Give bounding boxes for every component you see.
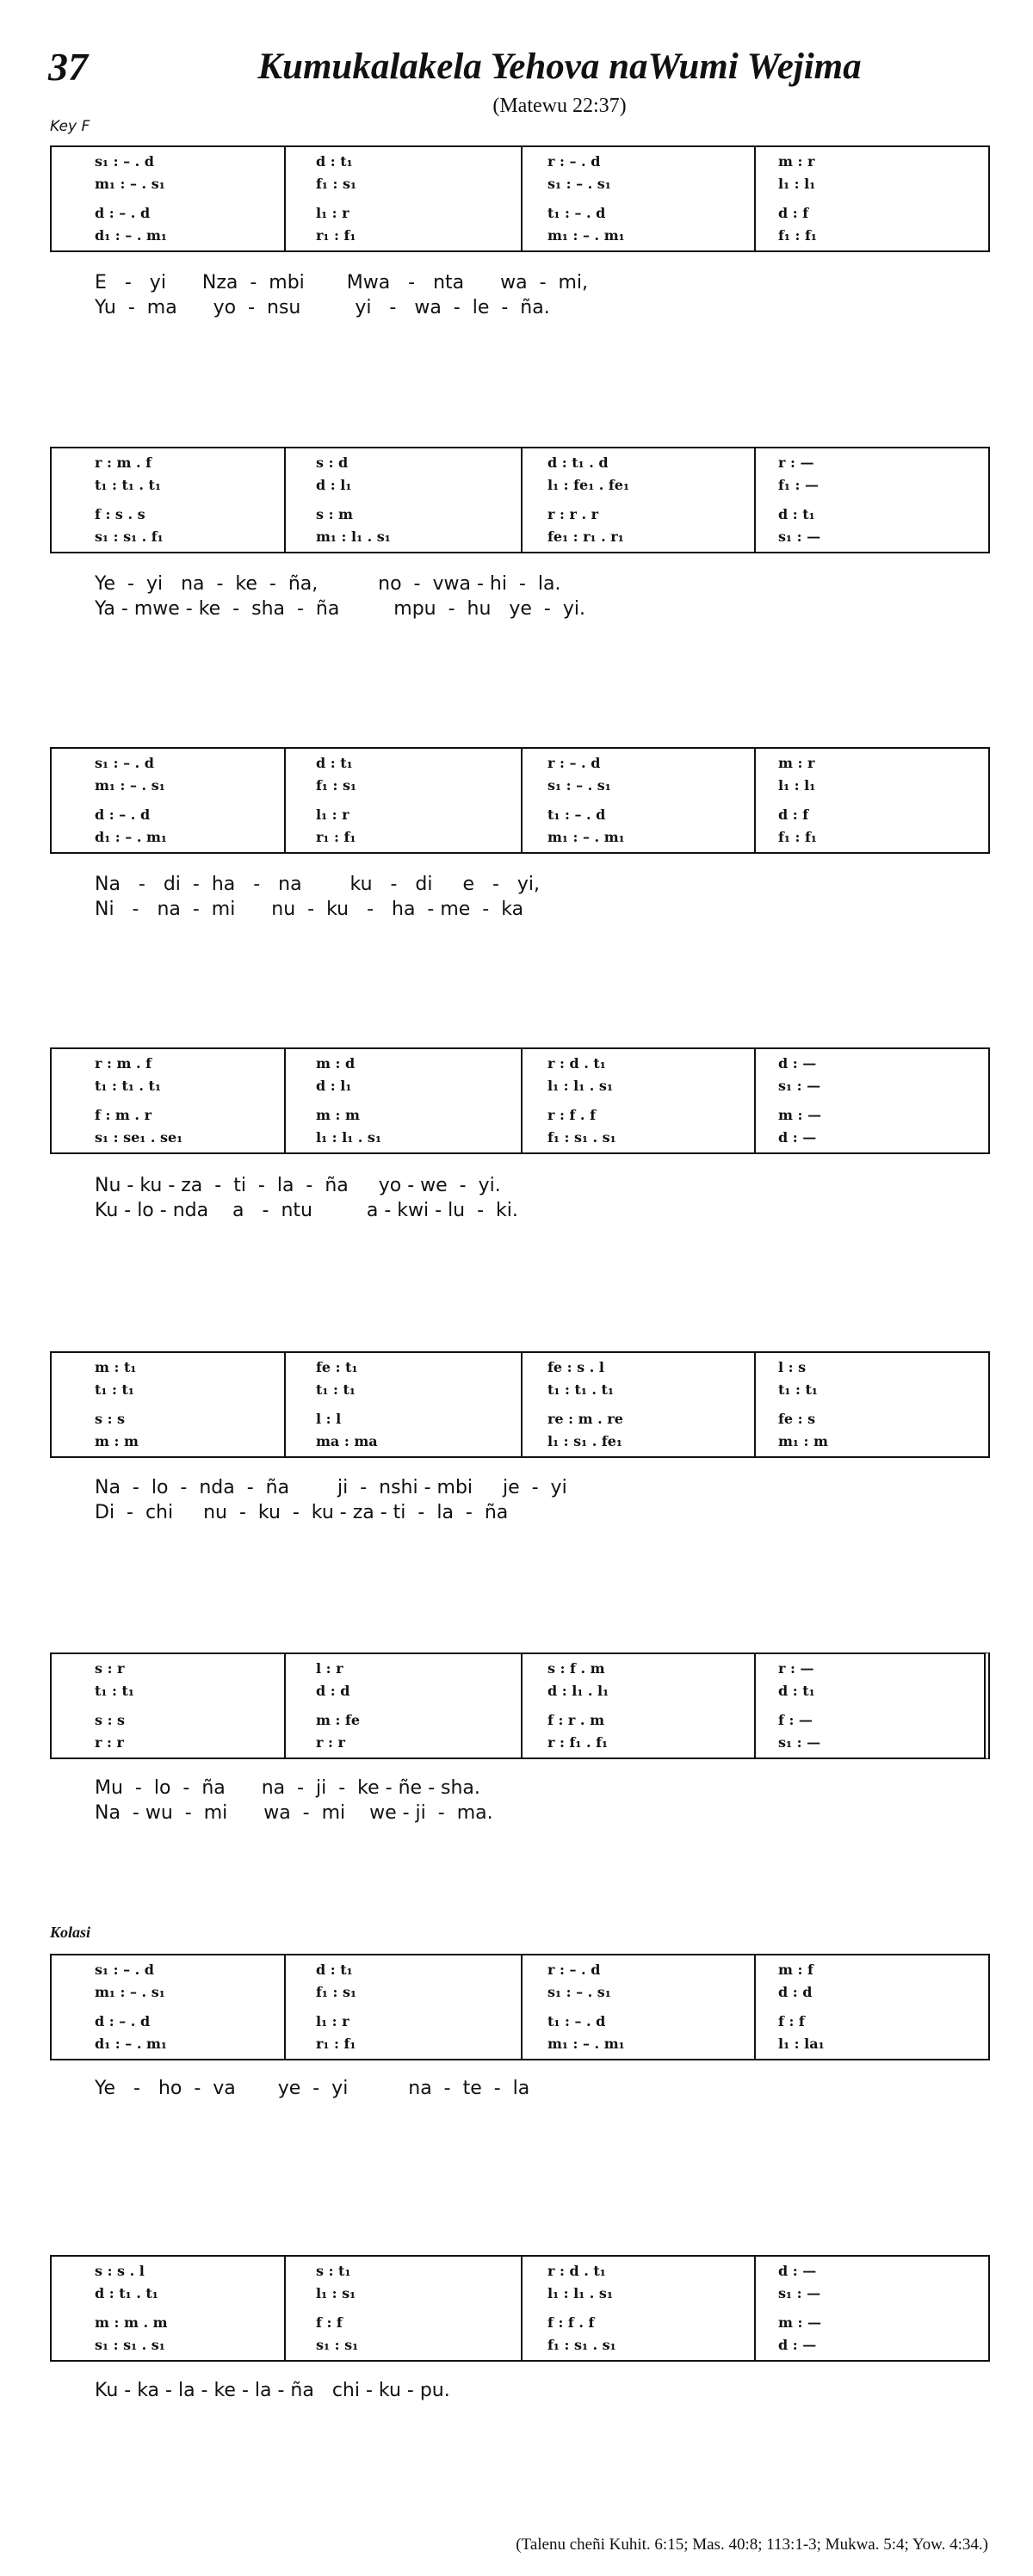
- chorus-label: Kolasi: [50, 1924, 91, 1941]
- solfa-cell: r : —: [778, 1660, 814, 1677]
- voice-row: [52, 2260, 988, 2283]
- voice-row: [52, 1127, 988, 1149]
- solfa-cell: s : f . m: [547, 1660, 605, 1677]
- solfa-cell: m₁ : l₁ . s₁: [316, 528, 391, 545]
- solfa-cell: m₁ : – . m₁: [547, 2035, 625, 2052]
- lyric-line: Di - chi nu - ku - ku - za - ti - la - ña: [95, 1502, 509, 1523]
- voice-row: [52, 2011, 988, 2033]
- lyric-line: Na - di - ha - na ku - di e - yi,: [95, 874, 541, 895]
- solfa-cell: s : d: [316, 454, 349, 471]
- solfa-cell: d : f: [778, 806, 809, 823]
- solfa-cell: t₁ : t₁: [316, 1381, 356, 1398]
- song-title: Kumukalakela Yehova naWumi Wejima: [257, 46, 862, 87]
- music-system: [50, 747, 990, 854]
- lyric-line: Ye - yi na - ke - ña, no - vwa - hi - la.: [95, 573, 561, 595]
- voice-row: [52, 1356, 988, 1379]
- voice-row: [52, 2033, 988, 2055]
- solfa-cell: d : l₁: [316, 477, 352, 493]
- solfa-cell: f : m . r: [95, 1107, 152, 1123]
- solfa-cell: f₁ : s₁ . s₁: [547, 1129, 616, 1146]
- solfa-cell: s₁ : —: [778, 1734, 821, 1751]
- voice-row: [52, 202, 988, 225]
- solfa-cell: f₁ : s₁: [316, 1984, 356, 2000]
- solfa-cell: m₁ : – . s₁: [95, 1984, 165, 2000]
- voice-row: [52, 1959, 988, 1981]
- voice-row: [52, 1053, 988, 1075]
- solfa-cell: r : – . d: [547, 755, 601, 771]
- solfa-cell: ma : ma: [316, 1433, 378, 1449]
- solfa-cell: d : – . d: [95, 205, 151, 221]
- solfa-cell: m : r: [778, 153, 815, 170]
- solfa-cell: d : d: [316, 1683, 350, 1699]
- solfa-cell: l₁ : la₁: [778, 2035, 825, 2052]
- solfa-cell: f₁ : s₁ . s₁: [547, 2337, 616, 2353]
- solfa-cell: s : t₁: [316, 2263, 351, 2279]
- lyric-line: Ya - mwe - ke - sha - ña mpu - hu ye - yi.: [95, 598, 585, 620]
- solfa-cell: s₁ : —: [778, 528, 821, 545]
- scripture-reference: (Matewu 22:37): [492, 95, 627, 117]
- solfa-cell: m : —: [778, 2314, 821, 2331]
- solfa-cell: r : r: [95, 1734, 124, 1751]
- song-number: 37: [48, 45, 88, 89]
- solfa-cell: s₁ : s₁ . s₁: [95, 2337, 165, 2353]
- solfa-cell: r : – . d: [547, 1961, 601, 1978]
- solfa-cell: f₁ : f₁: [778, 227, 817, 244]
- voice-row: [52, 2312, 988, 2334]
- solfa-cell: d : t₁: [778, 1683, 815, 1699]
- solfa-cell: m : m . m: [95, 2314, 168, 2331]
- solfa-cell: r : m . f: [95, 1055, 152, 1072]
- voice-row: [52, 1408, 988, 1430]
- solfa-cell: s₁ : —: [778, 2285, 821, 2301]
- music-system: [50, 1047, 990, 1154]
- solfa-cell: r₁ : f₁: [316, 227, 356, 244]
- solfa-cell: t₁ : t₁: [95, 1381, 134, 1398]
- voice-row: [52, 1104, 988, 1127]
- solfa-cell: d : —: [778, 1055, 817, 1072]
- solfa-cell: s : m: [316, 506, 353, 522]
- solfa-cell: re : m . re: [547, 1411, 623, 1427]
- solfa-cell: l₁ : r: [316, 205, 349, 221]
- solfa-cell: f : f: [778, 2013, 805, 2029]
- voice-row: [52, 1680, 984, 1702]
- solfa-cell: m : fe: [316, 1712, 361, 1728]
- voice-row: [52, 775, 988, 797]
- solfa-cell: m₁ : – . m₁: [547, 829, 625, 845]
- solfa-cell: f : —: [778, 1712, 813, 1728]
- voice-row: [52, 1658, 984, 1680]
- solfa-cell: fe₁ : r₁ . r₁: [547, 528, 624, 545]
- voice-row: [52, 1981, 988, 2004]
- lyric-line: Mu - lo - ña na - ji - ke - ñe - sha.: [95, 1777, 480, 1799]
- solfa-cell: t₁ : – . d: [547, 806, 606, 823]
- solfa-cell: d : —: [778, 1129, 817, 1146]
- solfa-cell: l₁ : r: [316, 806, 349, 823]
- solfa-cell: s₁ : —: [778, 1078, 821, 1094]
- voice-row: [52, 452, 988, 474]
- solfa-cell: d : l₁: [316, 1078, 352, 1094]
- solfa-cell: m₁ : m: [778, 1433, 828, 1449]
- voice-row: [52, 151, 988, 173]
- solfa-cell: t₁ : t₁ . t₁: [95, 477, 161, 493]
- solfa-cell: s₁ : – . d: [95, 1961, 154, 1978]
- voice-row: [52, 1430, 988, 1453]
- solfa-cell: d : t₁: [316, 153, 353, 170]
- solfa-cell: m : —: [778, 1107, 821, 1123]
- solfa-cell: f₁ : f₁: [778, 829, 817, 845]
- solfa-cell: f₁ : s₁: [316, 176, 356, 192]
- music-system: [50, 1351, 990, 1458]
- solfa-cell: r : f₁ . f₁: [547, 1734, 608, 1751]
- music-system: [50, 145, 990, 252]
- solfa-cell: l : l: [316, 1411, 342, 1427]
- solfa-cell: d₁ : – . m₁: [95, 227, 167, 244]
- solfa-cell: s₁ : – . s₁: [547, 176, 611, 192]
- solfa-cell: fe : s: [778, 1411, 816, 1427]
- voice-row: [52, 826, 988, 849]
- solfa-cell: r : —: [778, 454, 814, 471]
- key-label: Key F: [50, 118, 90, 135]
- solfa-cell: d : t₁ . d: [547, 454, 609, 471]
- solfa-cell: d : t₁: [316, 755, 353, 771]
- lyric-line: Yu - ma yo - nsu yi - wa - le - ña.: [95, 297, 550, 318]
- solfa-cell: l₁ : l₁ . s₁: [316, 1129, 381, 1146]
- solfa-cell: t₁ : – . d: [547, 205, 606, 221]
- solfa-cell: s₁ : – . d: [95, 755, 154, 771]
- solfa-cell: s₁ : se₁ . se₁: [95, 1129, 183, 1146]
- solfa-cell: f₁ : s₁: [316, 777, 356, 794]
- lyric-line: Na - lo - nda - ña ji - nshi - mbi je - yi: [95, 1477, 567, 1498]
- solfa-cell: s₁ : – . d: [95, 153, 154, 170]
- solfa-cell: m : d: [316, 1055, 356, 1072]
- solfa-cell: s : s: [95, 1411, 126, 1427]
- solfa-cell: f : f . f: [547, 2314, 595, 2331]
- solfa-cell: l₁ : l₁ . s₁: [547, 2285, 613, 2301]
- solfa-cell: l₁ : r: [316, 2013, 349, 2029]
- solfa-cell: d₁ : – . m₁: [95, 829, 167, 845]
- solfa-cell: m : r: [778, 755, 815, 771]
- solfa-cell: l₁ : l₁ . s₁: [547, 1078, 613, 1094]
- lyric-line: Ni - na - mi nu - ku - ha - me - ka: [95, 899, 524, 920]
- lyric-line: Ku - lo - nda a - ntu a - kwi - lu - ki.: [95, 1200, 518, 1221]
- solfa-cell: r : – . d: [547, 153, 601, 170]
- solfa-cell: d : t₁ . t₁: [95, 2285, 158, 2301]
- music-system: [50, 1954, 990, 2060]
- voice-row: [52, 526, 988, 548]
- solfa-cell: d : t₁: [778, 506, 815, 522]
- voice-row: [52, 173, 988, 195]
- lyric-line: Ku - ka - la - ke - la - ña chi - ku - pu.: [95, 2380, 450, 2401]
- solfa-cell: m : m: [316, 1107, 360, 1123]
- solfa-cell: s : s: [95, 1712, 126, 1728]
- solfa-cell: m : m: [95, 1433, 139, 1449]
- lyric-line: Nu - ku - za - ti - la - ña yo - we - yi.: [95, 1175, 501, 1196]
- solfa-cell: l₁ : s₁ . fe₁: [547, 1433, 622, 1449]
- solfa-cell: m₁ : – . s₁: [95, 176, 165, 192]
- solfa-cell: f : s . s: [95, 506, 145, 522]
- solfa-cell: s₁ : – . s₁: [547, 1984, 611, 2000]
- voice-row: [52, 1732, 984, 1754]
- solfa-cell: f : f: [316, 2314, 343, 2331]
- solfa-cell: d : l₁ . l₁: [547, 1683, 609, 1699]
- voice-row: [52, 804, 988, 826]
- solfa-cell: r : d . t₁: [547, 1055, 606, 1072]
- solfa-cell: f : r . m: [547, 1712, 604, 1728]
- solfa-cell: m : t₁: [95, 1359, 137, 1375]
- solfa-cell: m₁ : – . m₁: [547, 227, 625, 244]
- solfa-cell: l₁ : fe₁ . fe₁: [547, 477, 629, 493]
- solfa-cell: s₁ : s₁ . f₁: [95, 528, 164, 545]
- solfa-cell: r : r . r: [547, 506, 599, 522]
- lyric-line: Ye - ho - va ye - yi na - te - la: [95, 2078, 530, 2099]
- solfa-cell: r₁ : f₁: [316, 2035, 356, 2052]
- solfa-cell: s₁ : – . s₁: [547, 777, 611, 794]
- lyric-line: Na - wu - mi wa - mi we - ji - ma.: [95, 1802, 493, 1824]
- solfa-cell: d : d: [778, 1984, 813, 2000]
- music-system: [50, 2255, 990, 2362]
- voice-row: [52, 1709, 984, 1732]
- solfa-cell: t₁ : t₁: [95, 1683, 134, 1699]
- solfa-cell: d : —: [778, 2337, 817, 2353]
- music-system: [50, 1652, 990, 1759]
- solfa-cell: t₁ : t₁ . t₁: [95, 1078, 161, 1094]
- voice-row: [52, 2283, 988, 2305]
- solfa-cell: d : – . d: [95, 2013, 151, 2029]
- solfa-cell: s : r: [95, 1660, 125, 1677]
- voice-row: [52, 225, 988, 247]
- voice-row: [52, 503, 988, 526]
- solfa-cell: r : m . f: [95, 454, 152, 471]
- solfa-cell: l₁ : l₁: [778, 176, 816, 192]
- voice-row: [52, 752, 988, 775]
- solfa-cell: r : f . f: [547, 1107, 596, 1123]
- solfa-cell: d : – . d: [95, 806, 151, 823]
- solfa-cell: d : t₁: [316, 1961, 353, 1978]
- scripture-footer: (Talenu cheñi Kuhit. 6:15; Mas. 40:8; 113:1-3; Mukwa. 5:4; Yow. 4:34.): [516, 2536, 988, 2554]
- solfa-cell: r₁ : f₁: [316, 829, 356, 845]
- solfa-cell: t₁ : t₁ . t₁: [547, 1381, 614, 1398]
- music-system: [50, 447, 990, 553]
- voice-row: [52, 474, 988, 497]
- solfa-cell: l₁ : s₁: [316, 2285, 356, 2301]
- solfa-cell: r : d . t₁: [547, 2263, 606, 2279]
- solfa-cell: t₁ : – . d: [547, 2013, 606, 2029]
- solfa-cell: m : f: [778, 1961, 813, 1978]
- solfa-cell: s₁ : s₁: [316, 2337, 359, 2353]
- solfa-cell: s : s . l: [95, 2263, 145, 2279]
- lyric-line: E - yi Nza - mbi Mwa - nta wa - mi,: [95, 272, 589, 293]
- solfa-cell: l : s: [778, 1359, 807, 1375]
- solfa-cell: f₁ : —: [778, 477, 819, 493]
- voice-row: [52, 1379, 988, 1401]
- solfa-cell: t₁ : t₁: [778, 1381, 818, 1398]
- solfa-cell: d : f: [778, 205, 809, 221]
- voice-row: [52, 1075, 988, 1097]
- solfa-cell: d : —: [778, 2263, 817, 2279]
- solfa-cell: d₁ : – . m₁: [95, 2035, 167, 2052]
- solfa-cell: l₁ : l₁: [778, 777, 816, 794]
- solfa-cell: fe : t₁: [316, 1359, 358, 1375]
- solfa-cell: fe : s . l: [547, 1359, 604, 1375]
- solfa-cell: l : r: [316, 1660, 343, 1677]
- voice-row: [52, 2334, 988, 2357]
- solfa-cell: m₁ : – . s₁: [95, 777, 165, 794]
- solfa-cell: r : r: [316, 1734, 345, 1751]
